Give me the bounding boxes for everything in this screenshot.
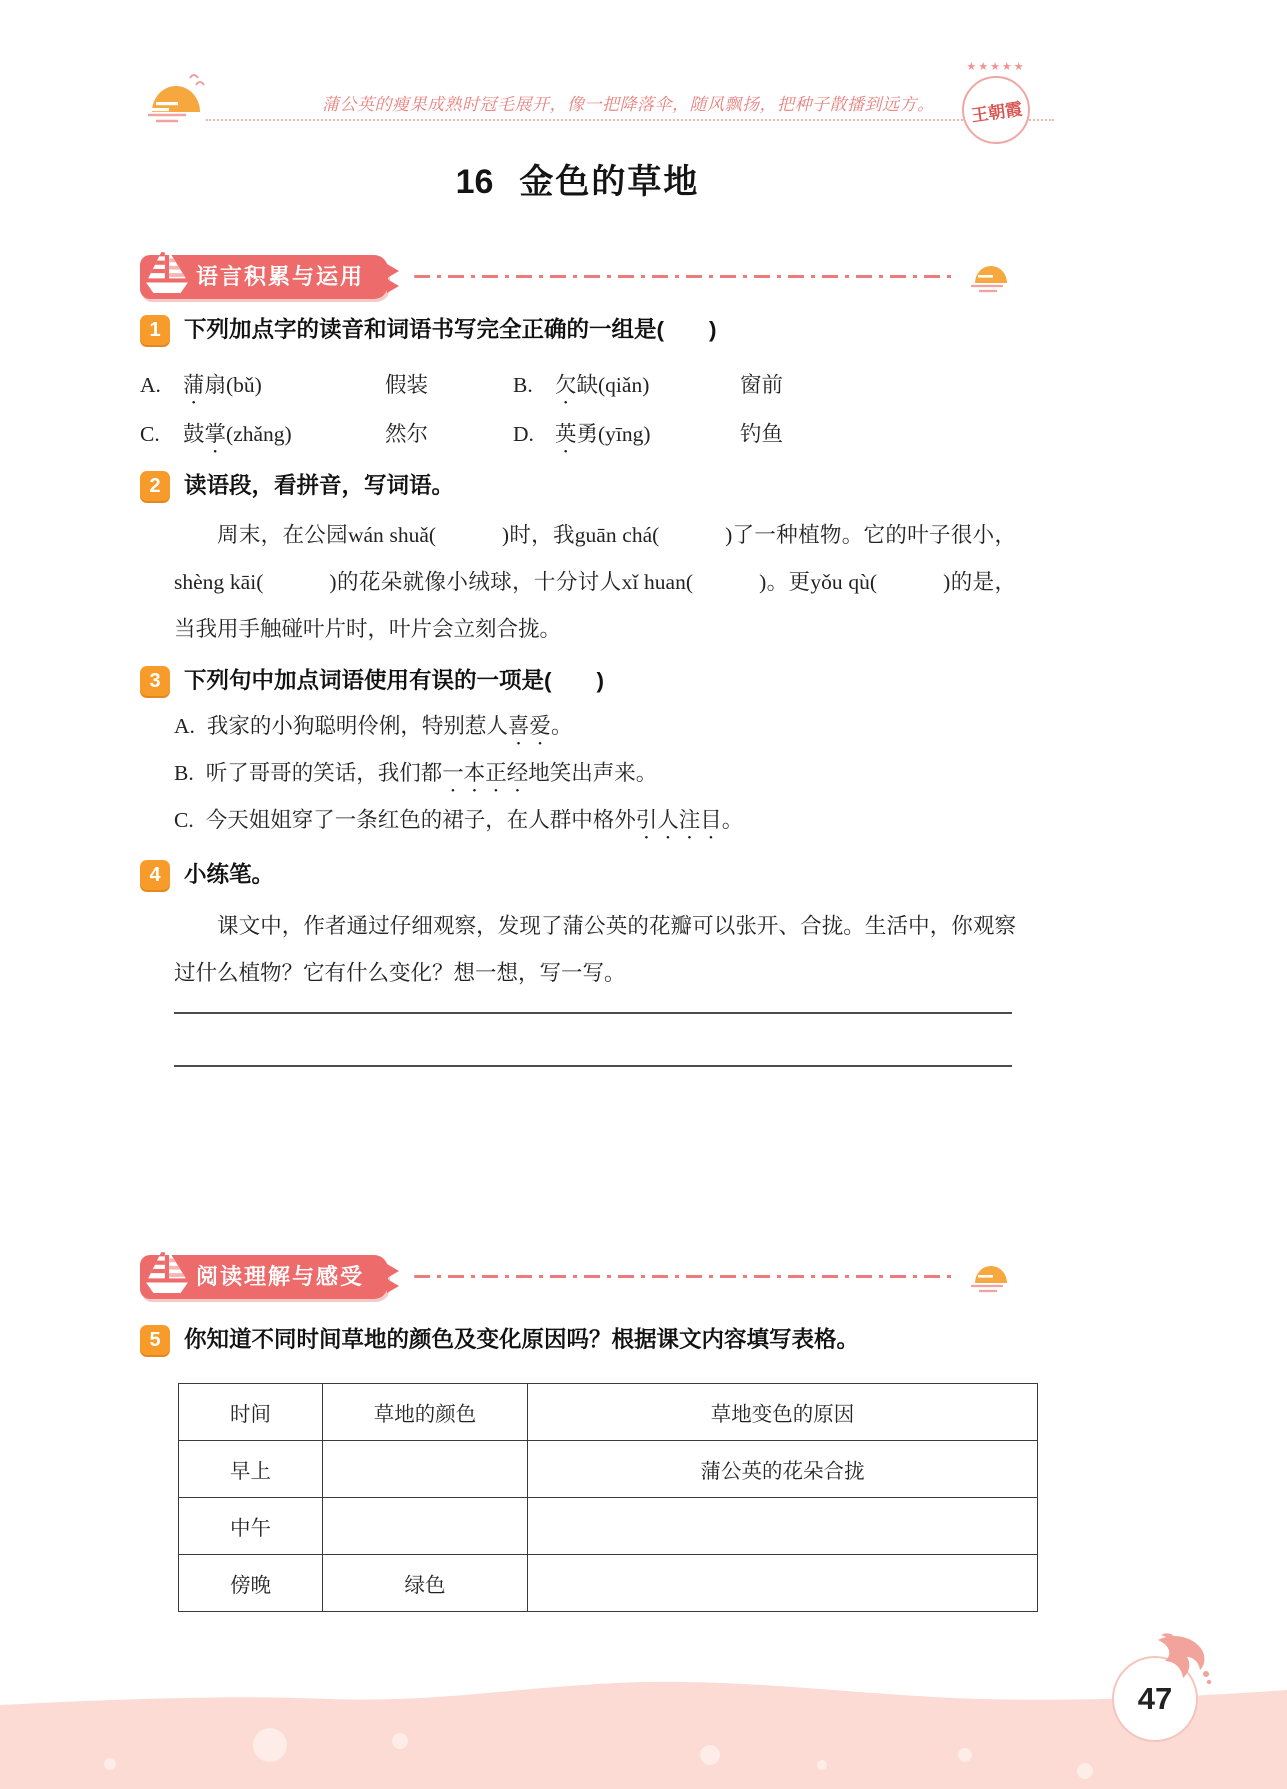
section-banner-language: [140, 253, 1015, 300]
cell-time-noon: 中午: [179, 1498, 323, 1555]
question-4-passage: 课文中，作者通过仔细观察，发现了蒲公英的花瓣可以张开、合拢。生活中，你观察过什么植物？它有什么变化？想一想，写一写。: [174, 914, 1016, 985]
footer-wave: [0, 1669, 1287, 1789]
sailboat-icon: [144, 1241, 190, 1314]
question-3-badge: 3: [140, 666, 170, 696]
dolphin-icon: [1146, 1630, 1212, 1693]
cell-reason-noon: [528, 1498, 1038, 1555]
banner-pill: [140, 255, 388, 299]
table-header-row: [179, 1384, 1038, 1441]
page-number: 47: [1137, 1681, 1173, 1716]
lesson-name: 金色的草地: [519, 163, 700, 201]
dash-divider: [414, 275, 953, 278]
question-3-option-c: C. 今天姐姐穿了一条红色的裙子，在人群中格外引人注目。: [174, 808, 744, 832]
brand-name: 王朝霞: [969, 99, 1023, 125]
cell-time-evening: 傍晚: [179, 1555, 323, 1612]
banner-pill: [140, 1255, 388, 1299]
option-c-label: C.: [140, 422, 160, 446]
table-row-evening: [179, 1555, 1038, 1612]
header-cell-time: 时间: [179, 1384, 323, 1441]
option-b-word-2: 窗前: [740, 373, 784, 397]
lesson-title: [140, 154, 1015, 203]
sailboat-icon: [144, 241, 190, 314]
section-banner-reading: [140, 1253, 1015, 1300]
question-1-options-row-2: [140, 419, 783, 458]
banner-label: 阅读理解与感受: [196, 1263, 365, 1289]
option-d-label: D.: [513, 422, 534, 446]
table-row-morning: [179, 1441, 1038, 1498]
question-3-stem: 下列句中加点词语使用有误的一项是( ): [184, 668, 604, 693]
sun-small-icon: [967, 253, 1015, 300]
option-b-label: B.: [513, 373, 533, 397]
sun-small-icon: [967, 1253, 1015, 1300]
option-a-word-2: 假装: [385, 373, 429, 397]
question-4-stem: 小练笔。: [184, 862, 275, 887]
cell-reason-morning: 蒲公英的花朵合拢: [528, 1441, 1038, 1498]
cell-reason-evening: [528, 1555, 1038, 1612]
question-2-passage: 周末，在公园wán shuǎ( )时，我guān chá( )了一种植物。它的叶子很小，shèng kāi( )的花朵就像小绒球，十分讨人xǐ huan( )。更yǒu qù( )的是，当我用手触碰叶片时，叶片会立刻合拢。: [174, 523, 1016, 641]
question-5-badge: 5: [140, 1325, 170, 1355]
question-1: [140, 314, 717, 346]
banner-label: 语言积累与运用: [196, 263, 365, 289]
cell-time-morning: 早上: [179, 1441, 323, 1498]
writing-line-1: [174, 1012, 1012, 1014]
cell-color-noon: [323, 1498, 528, 1555]
question-3: [140, 665, 604, 697]
question-2: [140, 470, 454, 502]
option-b-word-1: 欠缺(qiǎn): [555, 373, 650, 397]
option-a-word-1: 蒲扇(bǔ): [183, 373, 262, 397]
table-row-noon: [179, 1498, 1038, 1555]
writing-line-2: [174, 1065, 1012, 1067]
question-1-badge: 1: [140, 315, 170, 345]
cell-color-evening: 绿色: [323, 1555, 528, 1612]
header-motto: 蒲公英的瘦果成熟时冠毛展开，像一把降落伞，随风飘扬，把种子散播到远方。: [322, 95, 935, 114]
question-1-stem: 下列加点字的读音和词语书写完全正确的一组是( ): [184, 317, 717, 342]
header-cell-color: 草地的颜色: [323, 1384, 528, 1441]
question-2-badge: 2: [140, 471, 170, 501]
stars-icon: ★★★★★: [966, 61, 1026, 73]
question-2-stem: 读语段，看拼音，写词语。: [184, 473, 455, 498]
question-3-option-b: B. 听了哥哥的笑话，我们都一本正经地笑出声来。: [174, 761, 658, 785]
dash-divider: [414, 1275, 953, 1278]
option-c-word-2: 然尔: [385, 422, 429, 446]
question-3-option-a: A. 我家的小狗聪明伶俐，特别惹人喜爱。: [174, 714, 573, 738]
question-4: [140, 859, 274, 891]
header-cell-reason: 草地变色的原因: [528, 1384, 1038, 1441]
question-1-options-row-1: [140, 370, 783, 409]
cell-color-morning: [323, 1441, 528, 1498]
option-d-word-2: 钓鱼: [740, 422, 784, 446]
question-5-stem: 你知道不同时间草地的颜色及变化原因吗？根据课文内容填写表格。: [184, 1327, 860, 1352]
option-c-word-1: 鼓掌(zhǎng): [183, 422, 292, 446]
option-a-label: A.: [140, 373, 161, 397]
question-5: [140, 1324, 859, 1356]
question-4-badge: 4: [140, 860, 170, 890]
option-d-word-1: 英勇(yīng): [555, 422, 651, 446]
lesson-number: 16: [455, 163, 494, 201]
grass-color-table: [178, 1383, 1038, 1612]
